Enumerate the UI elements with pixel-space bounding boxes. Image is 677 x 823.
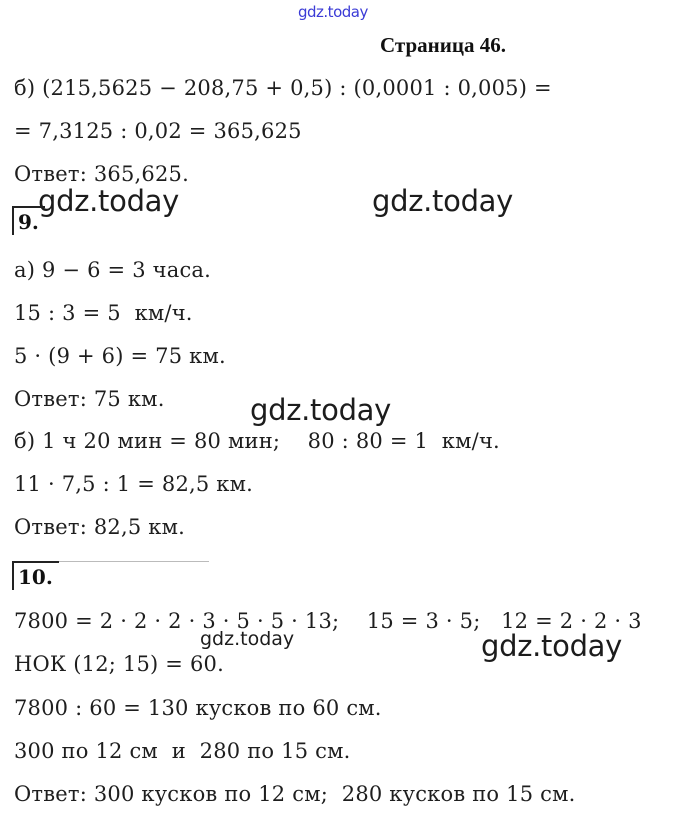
watermark: gdz.today <box>250 393 392 427</box>
task10-number <box>12 561 59 590</box>
watermark: gdz.today <box>481 629 623 663</box>
task10-number-label: 10. <box>18 565 53 589</box>
watermark: gdz.today <box>38 184 180 218</box>
watermark: gdz.today <box>200 628 295 650</box>
task10-l2: НОК (12; 15) = 60. <box>14 652 224 676</box>
task8b-answer: Ответ: 365,625. <box>14 162 189 186</box>
task10-answer: Ответ: 300 кусков по 12 см; 280 кусков по 15 см. <box>14 782 576 806</box>
task9-number-label: 9. <box>18 210 39 234</box>
task8b-line1: б) (215,5625 − 208,75 + 0,5) : (0,0001 : 0,005) = <box>14 76 552 100</box>
task10-l3: 7800 : 60 = 130 кусков по 60 см. <box>14 696 382 720</box>
task9-a1: а) 9 − 6 = 3 часа. <box>14 258 211 282</box>
task9-b1: б) 1 ч 20 мин = 80 мин; 80 : 80 = 1 км/ч. <box>14 429 500 453</box>
divider <box>59 561 209 562</box>
task9-a3: 5 · (9 + 6) = 75 км. <box>14 344 226 368</box>
page-title: Страница 46. <box>380 33 506 57</box>
task9-b2: 11 · 7,5 : 1 = 82,5 км. <box>14 472 254 496</box>
task9-a2: 15 : 3 = 5 км/ч. <box>14 301 193 325</box>
task10-l1: 7800 = 2 · 2 · 2 · 3 · 5 · 5 · 13; 15 = 3 · 5; 12 = 2 · 2 · 3 <box>14 609 642 633</box>
task9-a-answer: Ответ: 75 км. <box>14 387 165 411</box>
watermark: gdz.today <box>372 184 514 218</box>
task9-number <box>12 206 45 235</box>
task8b-line2: = 7,3125 : 0,02 = 365,625 <box>14 119 302 143</box>
watermark-top: gdz.today <box>298 3 368 21</box>
task9-b-answer: Ответ: 82,5 км. <box>14 515 186 539</box>
task10-l4: 300 по 12 см и 280 по 15 см. <box>14 739 351 763</box>
